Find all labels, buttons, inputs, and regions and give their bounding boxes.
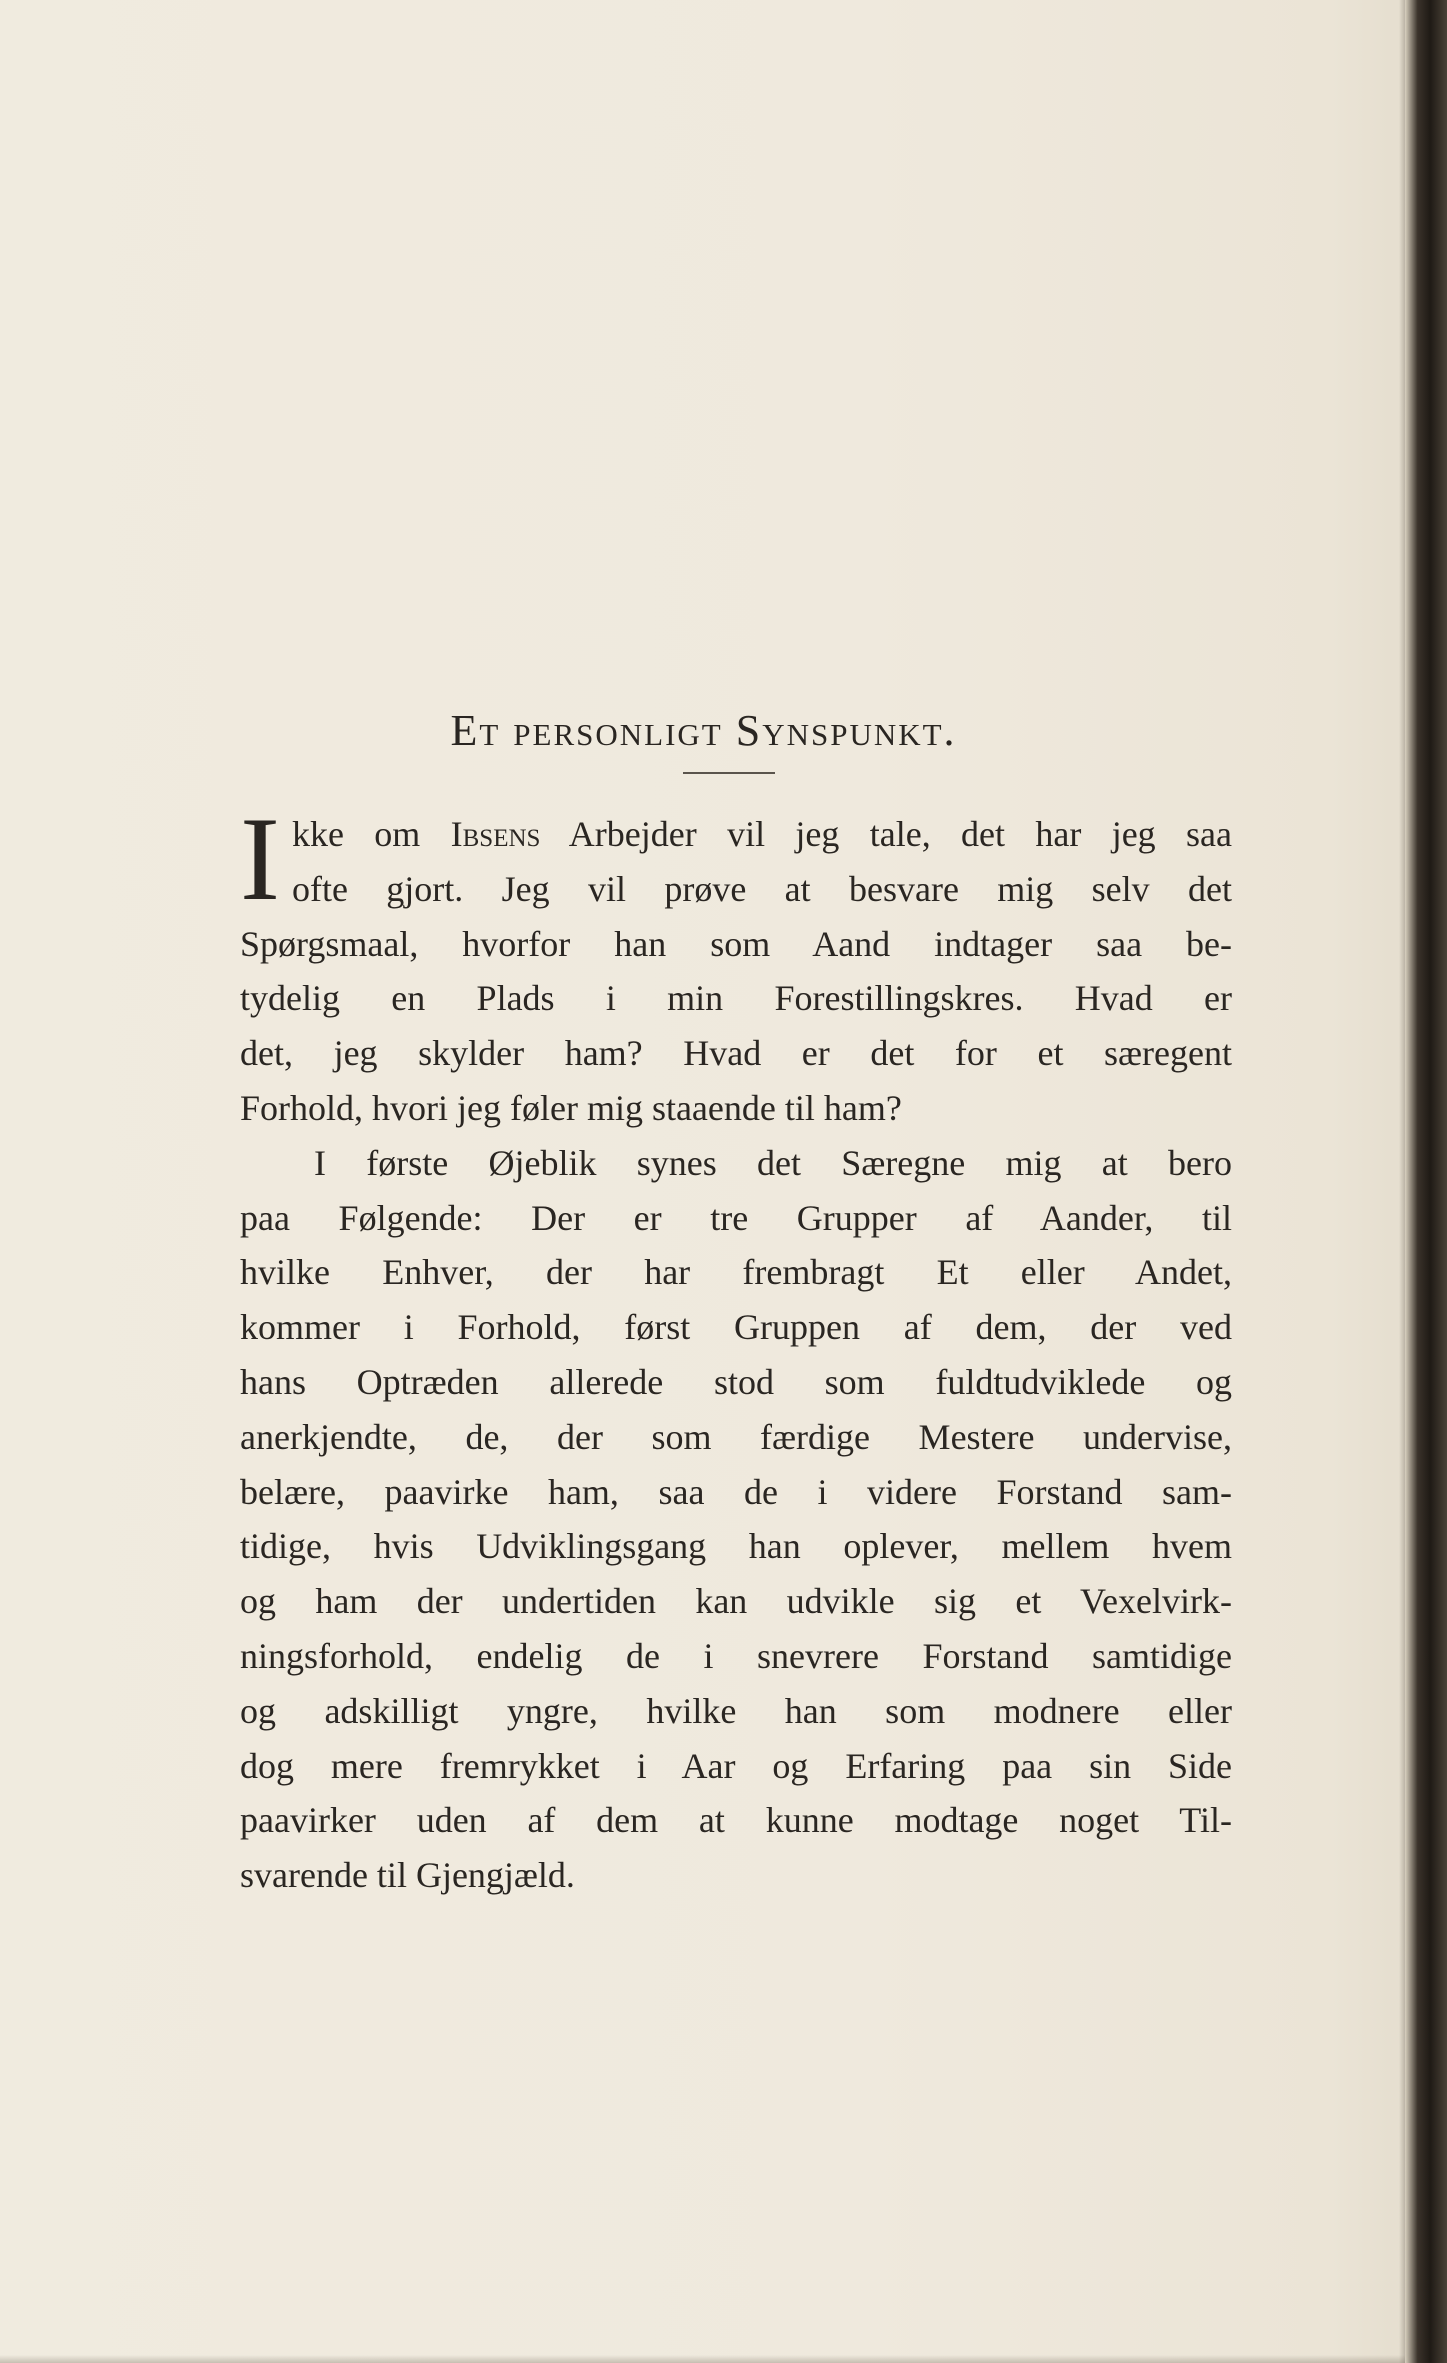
text-line: dog mere fremrykket i Aar og Erfaring paa sin Side [240, 1745, 1232, 1786]
text-line: og adskilligt yngre, hvilke han som modnere eller [240, 1690, 1232, 1731]
text-line: hvilke Enhver, der har frembragt Et eller Andet, [240, 1252, 1232, 1293]
book-spine-edge [1405, 0, 1447, 2363]
small-caps-name: Ibsens [450, 814, 541, 854]
drop-cap: I [240, 792, 280, 925]
text-line: kommer i Forhold, først Gruppen af dem, der ved [240, 1307, 1232, 1348]
text-line: I første Øjeblik synes det Særegne mig at bero [314, 1142, 1232, 1183]
chapter-title: Et personligt Synspunkt. [450, 706, 957, 756]
body-text [240, 792, 1232, 1903]
text-line: hans Optræden allerede stod som fuldtudviklede og [240, 1361, 1232, 1402]
text-line: svarende til Gjengjæld. [240, 1855, 575, 1896]
first-paragraph-start [240, 792, 1232, 925]
title-rule [683, 772, 775, 774]
text-line: anerkjendte, de, der som færdige Mestere undervise, [240, 1416, 1232, 1457]
text-line: belære, paavirke ham, saa de i videre Forstand sam- [240, 1471, 1232, 1512]
text-line: og ham der undertiden kan udvikle sig et Vexelvirk- [240, 1581, 1232, 1622]
page-bottom-edge [0, 2355, 1405, 2363]
text-line: tydelig en Plads i min Forestillingskres. Hvad er [240, 978, 1232, 1019]
text-line: ofte gjort. Jeg vil prøve at besvare mig selv det [291, 868, 1232, 909]
text-line: kke om Ibsens Arbejder vil jeg tale, det har jeg saa [291, 814, 1232, 854]
text-line: Forhold, hvori jeg føler mig staaende til ham? [240, 1087, 902, 1128]
text-line: paa Følgende: Der er tre Grupper af Aander, til [240, 1197, 1232, 1238]
text-line: paavirker uden af dem at kunne modtage noget Til- [240, 1800, 1232, 1841]
text-line: tidige, hvis Udviklingsgang han oplever, mellem hvem [240, 1526, 1232, 1567]
text-line: ningsforhold, endelig de i snevrere Forstand samtidige [240, 1635, 1232, 1676]
text-line: det, jeg skylder ham? Hvad er det for et særegent [240, 1033, 1232, 1074]
text-line: Spørgsmaal, hvorfor han som Aand indtager saa be- [240, 923, 1232, 964]
